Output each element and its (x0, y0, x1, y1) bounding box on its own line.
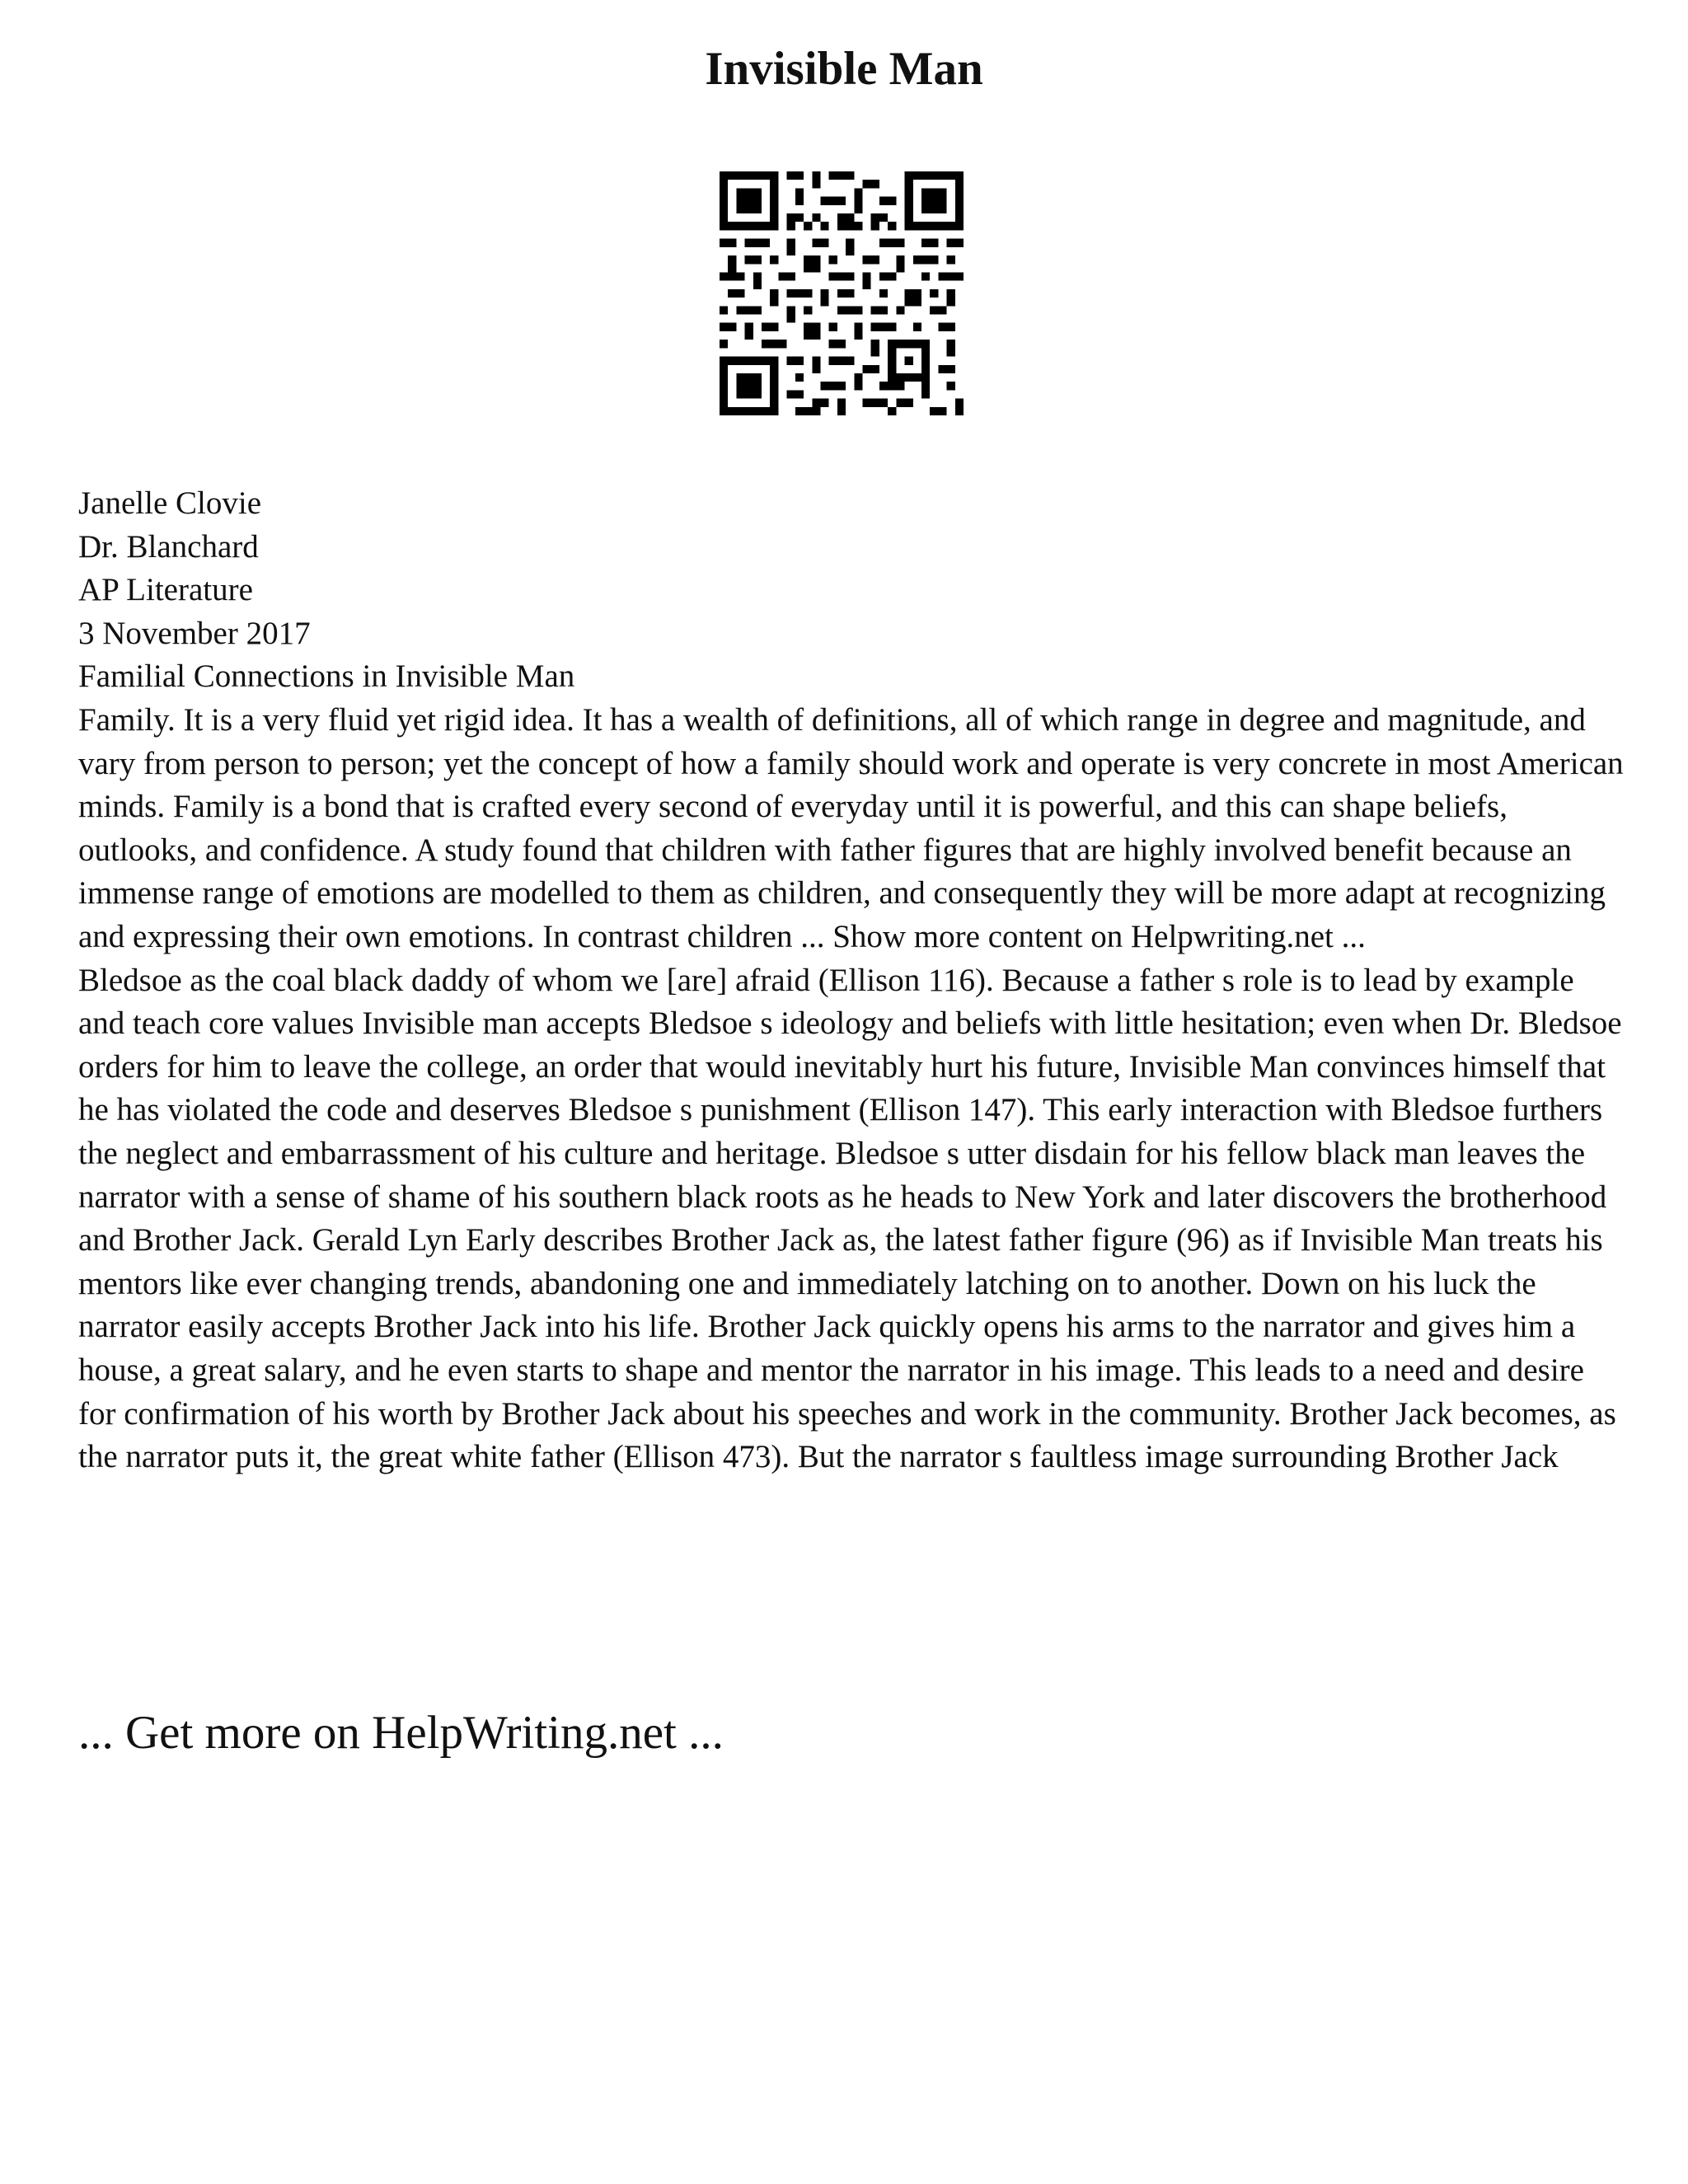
essay-title: Familial Connections in Invisible Man (78, 658, 575, 695)
paragraph: Bledsoe as the coal black daddy of whom we [are] afraid (Ellison 116). Because a father s role is to lead by example and teach core values Invisible man accepts Bledsoe s ideology and beliefs with little hesitation; even when Dr. Bledsoe orders for him to leave the college, an order that would inevitably hurt his future, Invisible Man convinces himself that he has violated the code and deserves Bledsoe s punishment (Ellison 147). This early interaction with Bledsoe furthers the neglect and embarrassment of his culture and heritage. Bledsoe s utter disdain for his fellow black man leaves the narrator with a sense of shame of his southern black roots as he heads to New York and later discovers the brotherhood and Brother Jack. Gerald Lyn Early describes Brother Jack as, the latest father figure (96) as if Invisible Man treats his mentors like ever changing trends, abandoning one and immediately latching on to another. Down on his luck the narrator easily accepts Brother Jack into his life. Brother Jack quickly opens his arms to the narrator and gives him a house, a great salary, and he even starts to shape and mentor the narrator in his image. This leads to a need and desire for confirmation of his worth by Brother Jack about his speeches and work in the community. Brother Jack becomes, as the narrator puts it, the great white father (Ellison 473). But the narrator s faultless image surrounding Brother Jack (78, 962, 1622, 1475)
course-name: AP Literature (78, 572, 253, 608)
qr-code-icon (720, 171, 964, 415)
essay-date: 3 November 2017 (78, 615, 311, 651)
essay-body (78, 699, 1628, 1479)
essay-header-block (78, 482, 1628, 699)
paragraph: Family. It is a very fluid yet rigid idea. It has a wealth of definitions, all of which range in degree and magnitude, and vary from person to person; yet the concept of how a family should work and operate is very concrete in most American minds. Family is a bond that is crafted every second of everyday until it is powerful, and this can shape beliefs, outlooks, and confidence. A study found that children with father figures that are highly involved benefit because an immense range of emotions are modelled to them as children, and consequently they will be more adapt at recognizing and expressing their own emotions. In contrast children ... Show more content on Helpwriting.net ... (78, 702, 1624, 954)
instructor-name: Dr. Blanchard (78, 528, 259, 565)
get-more-link[interactable]: ... Get more on HelpWriting.net ... (78, 1707, 724, 1759)
document-title: Invisible Man (705, 43, 983, 95)
author-name: Janelle Clovie (78, 485, 262, 521)
